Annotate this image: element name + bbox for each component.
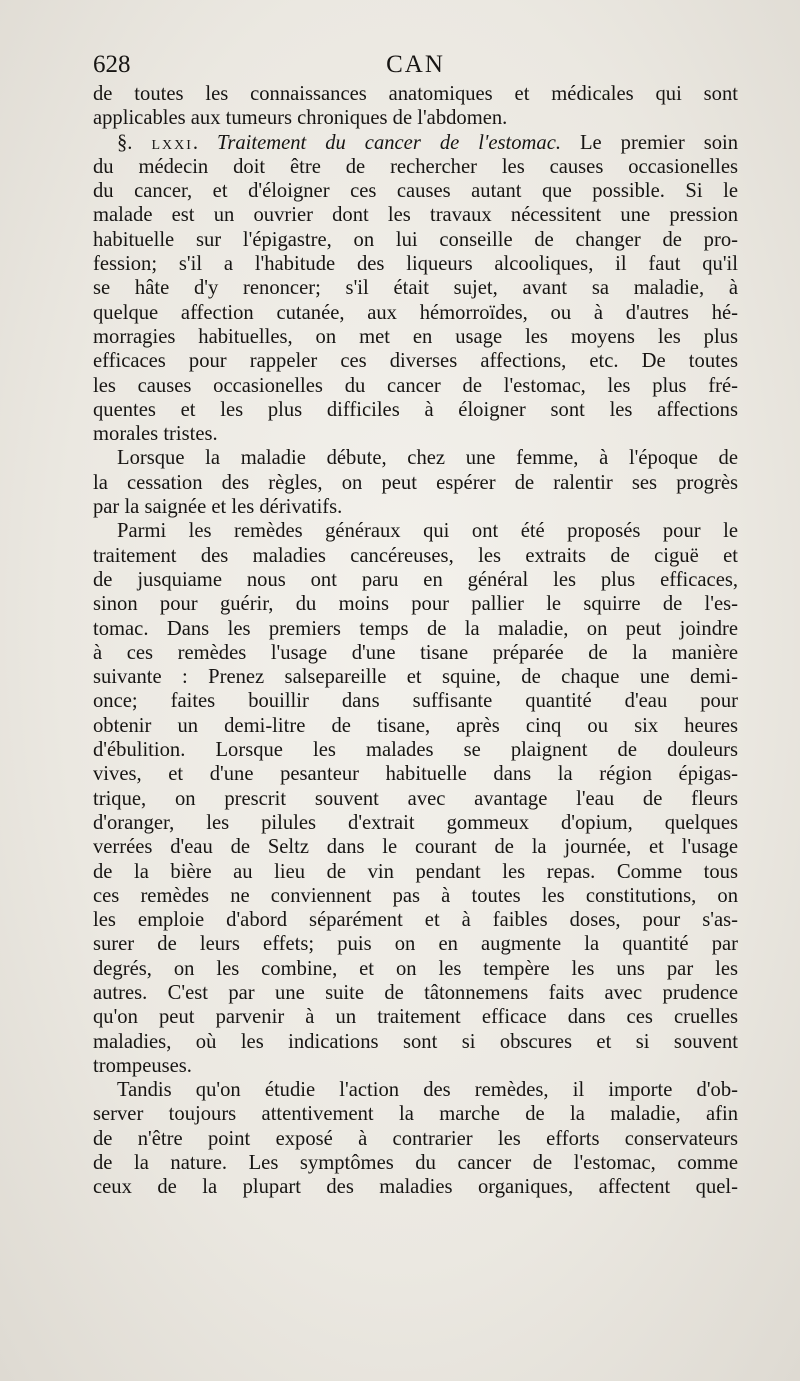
text-line: quelque affection cutanée, aux hémorroïdes, ou à d'autres hé- [93,301,738,324]
section-text: Le premier soin [561,131,739,154]
section-numeral: LXXI [151,137,193,153]
paragraph-start-line: Tandis qu'on étudie l'action des remèdes, il importe d'ob- [117,1079,738,1102]
section-title: Traitement du cancer de l'estomac. [217,131,561,154]
text-line: trique, on prescrit souvent avec avantage l'eau de fleurs [93,787,738,810]
text-line: quentes et les plus difficiles à éloigner sont les affections [93,398,738,421]
text-line: maladies, où les indications sont si obscures et si souvent [93,1030,738,1053]
text-line: de n'être point exposé à contrarier les efforts conservateurs [93,1127,738,1150]
text-line: once; faites bouillir dans suffisante quantité d'eau pour [93,690,738,713]
text-line: qu'on peut parvenir à un traitement efficace dans ces cruelles [93,1006,738,1029]
text-line: les emploie d'abord séparément et à faibles doses, pour s'as- [93,909,738,932]
text-line: sinon pour guérir, du moins pour pallier le squirre de l'es- [93,593,738,616]
text-line: morales tristes. [93,423,218,446]
text-line: tomac. Dans les premiers temps de la maladie, on peut joindre [93,617,738,640]
text-line: obtenir un demi-litre de tisane, après cinq ou six heures [93,714,738,737]
text-line: de toutes les connaissances anatomiques et médicales qui sont [93,83,738,105]
paragraph-start-line: Parmi les remèdes généraux qui ont été proposés pour le [117,520,738,543]
text-line: d'ébulition. Lorsque les malades se plaignent de douleurs [93,739,738,762]
text-line: applicables aux tumeurs chroniques de l'abdomen. [93,107,508,130]
text-line: d'oranger, les pilules d'extrait gommeux d'opium, quelques [93,811,738,834]
text-line: server toujours attentivement la marche de la maladie, afin [93,1103,738,1126]
text-line: autres. C'est par une suite de tâtonnemens faits avec prudence [93,981,738,1004]
text-line: la cessation des règles, on peut espérer de ralentir ses progrès [93,471,738,494]
text-line: à ces remèdes l'usage d'une tisane préparée de la manière [93,641,738,664]
text-line: ces remèdes ne conviennent pas à toutes les constitutions, on [93,884,738,907]
text-line: par la saignée et les dérivatifs. [93,496,343,519]
text-line: du cancer, et d'éloigner ces causes autant que possible. Si le [93,180,738,203]
text-line: les causes occasionelles du cancer de l'estomac, les plus fré- [93,374,738,397]
running-head: CAN [386,51,445,78]
text-line: habituelle sur l'épigastre, on lui conseille de changer de pro- [93,228,738,251]
text-line: se hâte d'y renoncer; s'il était sujet, avant sa maladie, à [93,277,738,300]
page-number: 628 [93,51,131,78]
text-line: efficaces pour rappeler ces diverses affections, etc. De toutes [93,350,738,373]
section-dot: . [192,131,218,154]
text-line: de jusquiame nous ont paru en général les plus efficaces, [93,568,738,591]
text-line: vives, et d'une pesanteur habituelle dans la région épigas- [93,763,738,786]
section-heading-line [93,131,738,155]
text-line: trompeuses. [93,1054,192,1077]
text-line: traitement des maladies cancéreuses, les extraits de ciguë et [93,544,738,567]
text-line: du médecin doit être de rechercher les causes occasionelles [93,155,738,178]
text-line: ceux de la plupart des maladies organiques, affectent quel- [93,1176,738,1199]
paragraph-start-line: Lorsque la maladie débute, chez une femme, à l'époque de [117,447,738,470]
text-line: suivante : Prenez salsepareille et squine, de chaque une demi- [93,666,738,689]
text-line: malade est un ouvrier dont les travaux nécessitent une pression [93,204,738,227]
text-line: degrés, on les combine, et on les tempère les uns par les [93,957,738,980]
text-line: fession; s'il a l'habitude des liqueurs alcooliques, il faut qu'il [93,253,738,276]
text-line: surer de leurs effets; puis on en augmente la quantité par [93,933,738,956]
text-line: de la nature. Les symptômes du cancer de l'estomac, comme [93,1152,738,1175]
text-line: morragies habituelles, on met en usage les moyens les plus [93,325,738,348]
text-line: verrées d'eau de Seltz dans le courant de la journée, et l'usage [93,836,738,859]
text-line: de la bière au lieu de vin pendant les repas. Comme tous [93,860,738,883]
page-header [93,50,738,84]
section-sign: §. [117,131,152,154]
body-text [93,82,738,1200]
